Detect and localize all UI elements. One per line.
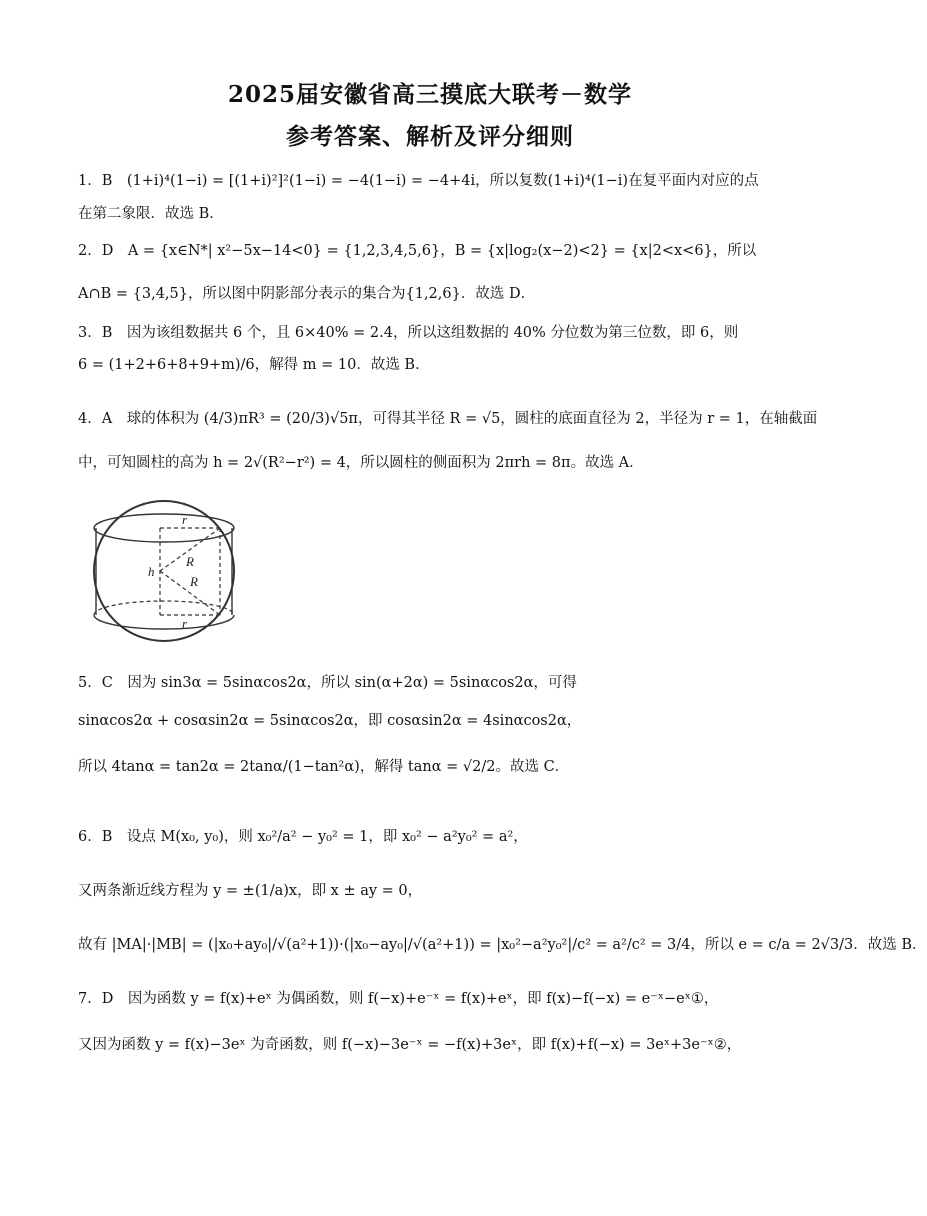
answer-1-line-2: 在第二象限．故选 B． [78,206,224,222]
answer-5-line-3: 所以 4tanα = tan2α = 2tanα/(1−tan²α)，解得 tanα = √2/2。故选 C． [78,759,570,775]
answer-2-line-1: 2．D A = {x∈N*| x²−5x−14<0} = {1,2,3,4,5,6}，B = {x|log₂(x−2)<2} = {x|2<x<6}，所以 [78,243,757,259]
document-subtitle: 参考答案、解析及评分细则 [286,123,574,150]
answer-4-line-1: 4．A 球的体积为 (4/3)πR³ = (20/3)√5π，可得其半径 R = √5，圆柱的底面直径为 2，半径为 r = 1，在轴截面 [78,411,818,427]
sphere-cylinder-figure [84,490,244,652]
answer-3-line-1: 3．B 因为该组数据共 6 个，且 6×40% = 2.4，所以这组数据的 40% 分位数为第三位数，即 6，则 [78,325,739,341]
document-title: 2025届安徽省高三摸底大联考－数学 [227,81,632,108]
answer-5-line-1: 5．C 因为 sin3α = 5sinαcos2α，所以 sin(α+2α) = 5sinαcos2α，可得 [78,675,577,691]
answer-2-line-2: A∩B = {3,4,5}，所以图中阴影部分表示的集合为{1,2,6}．故选 D． [78,286,536,302]
radius-label-top: r [182,512,188,527]
sphere-radius-label-2: R [190,574,198,589]
answer-4-line-2: 中，可知圆柱的高为 h = 2√(R²−r²) = 4，所以圆柱的侧面积为 2πrh = 8π。故选 A． [78,455,644,471]
sphere-radius-label-1: R [186,554,194,569]
radius-label-bottom: r [182,616,188,631]
answer-5-line-2: sinαcos2α + cosαsin2α = 5sinαcos2α，即 cosαsin2α = 4sinαcos2α， [78,713,582,729]
answer-1-line-1: 1．B (1+i)⁴(1−i) = [(1+i)²]²(1−i) = −4(1−i) = −4+4i，所以复数(1+i)⁴(1−i)在复平面内对应的点 [78,173,759,189]
answer-3-line-2: 6 = (1+2+6+8+9+m)/6，解得 m = 10．故选 B． [78,357,430,373]
answer-6-line-2: 又两条渐近线方程为 y = ±(1/a)x，即 x ± ay = 0， [78,883,423,899]
answer-7-line-1: 7．D 因为函数 y = f(x)+eˣ 为偶函数，则 f(−x)+e⁻ˣ = f(x)+eˣ，即 f(x)−f(−x) = e⁻ˣ−eˣ①， [78,991,719,1007]
answer-7-line-2: 又因为函数 y = f(x)−3eˣ 为奇函数，则 f(−x)−3e⁻ˣ = −f(x)+3eˣ，即 f(x)+f(−x) = 3eˣ+3e⁻ˣ②， [78,1037,742,1053]
answer-6-line-3: 故有 |MA|·|MB| = (|x₀+ay₀|/√(a²+1))·(|x₀−ay₀|/√(a²+1)) = |x₀²−a²y₀²|/c² = a²/c² = 3/4，所以 e = c/a = 2√3/3．故选 B． [78,937,927,953]
answer-6-line-1: 6．B 设点 M(x₀, y₀)，则 x₀²/a² − y₀² = 1，即 x₀² − a²y₀² = a²， [78,829,528,845]
height-label: h [148,564,155,579]
